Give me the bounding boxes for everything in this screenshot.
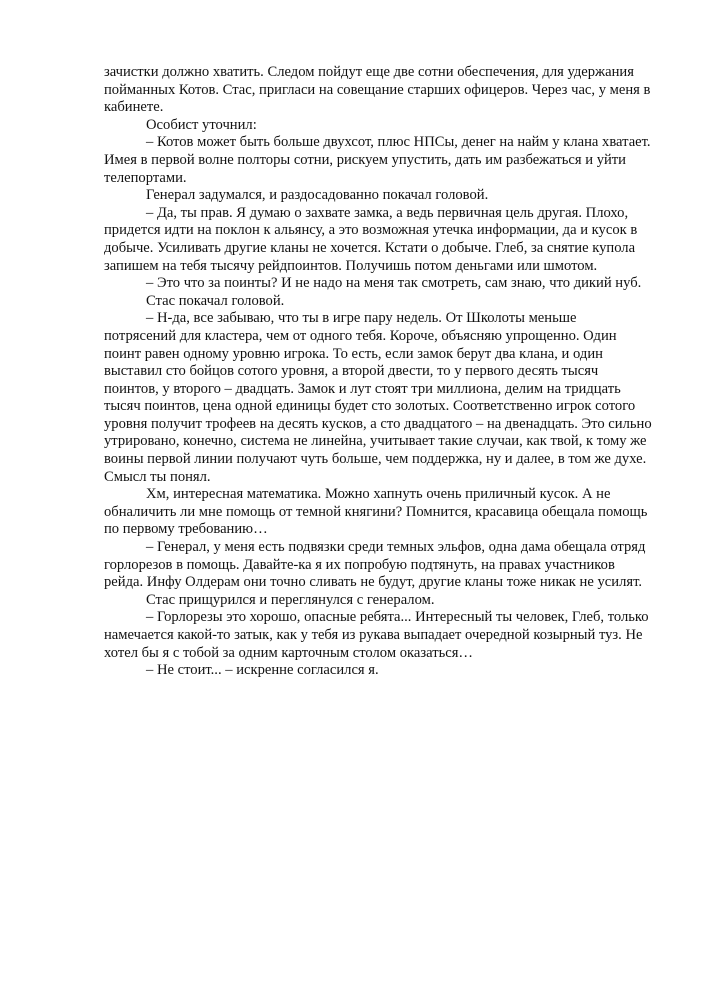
paragraph: – Не стоит... – искренне согласился я.: [146, 662, 379, 679]
paragraph: Хм, интересная математика. Можно хапнуть очень приличный кусок. А не обналичить ли мне помощь от темной княгини? Помнится, красавица обещала помощь по первому требованию…: [104, 486, 648, 538]
paragraph: – Генерал, у меня есть подвязки среди темных эльфов, одна дама обещала отряд горлорезов в помощь. Давайте-ка я их попробую подтянуть, на правах участников рейда. Инфу Олдерам они точно сливать не будут, другие кланы тоже никак не усилят.: [104, 539, 646, 591]
paragraph: – Горлорезы это хорошо, опасные ребята... Интересный ты человек, Глеб, только намечается какой-то затык, как у тебя из рукава выпадает очередной козырный туз. Не хотел бы я с тобой за одним карточным столом оказаться…: [104, 609, 649, 661]
paragraph: – Да, ты прав. Я думаю о захвате замка, а ведь первичная цель другая. Плохо, придется идти на поклон к альянсу, а это возможная утечка информации, да и кусок в добыче. Усиливать другие кланы не хочется. Кстати о добыче. Глеб, за снятие купола запишем на тебя тысячу рейдпоинтов. Получишь потом деньгами или шмотом.: [104, 204, 638, 274]
paragraph: – Котов может быть больше двухсот, плюс НПСы, денег на найм у клана хватает. Имея в первой волне полторы сотни, рискуем упустить, дать им разбежаться и уйти телепортами.: [104, 134, 651, 186]
paragraph: Стас покачал головой.: [146, 292, 285, 309]
paragraph: зачистки должно хватить. Следом пойдут еще две сотни обеспечения, для удержания пойманных Котов. Стас, пригласи на совещание старших офицеров. Через час, у меня в кабинете.: [104, 64, 651, 116]
paragraph: Особист уточнил:: [146, 116, 257, 133]
paragraph: Стас прищурился и переглянулся с генералом.: [146, 591, 435, 608]
paragraph: – Это что за поинты? И не надо на меня так смотреть, сам знаю, что дикий нуб.: [146, 275, 642, 292]
paragraph: – Н-да, все забываю, что ты в игре пару недель. От Школоты меньше потрясений для кластера, чем от одного тебя. Короче, объясняю упрощенно. Один поинт равен одному уровню игрока. То есть, если замок берут два клана, и один выставил сто бойцов сотого уровня, а второй двести, то у первого десять тысяч поинтов, у второго – двадцать. Замок и лут стоят три миллиона, делим на тридцать тысяч поинтов, цена одной единицы будет сто золотых. Соответственно игрок сотого уровня получит трофеев на десять кусков, а сто двадцатого – на двенадцать. Это сильно утрировано, конечно, система не линейна, учитывает такие случаи, как твой, к тому же воины первой линии получают чуть больше, чем поддержка, ну и далее, в том же духе. Смысл ты понял.: [104, 310, 652, 485]
document-page: [104, 64, 652, 680]
paragraph: Генерал задумался, и раздосадованно покачал головой.: [146, 187, 489, 204]
